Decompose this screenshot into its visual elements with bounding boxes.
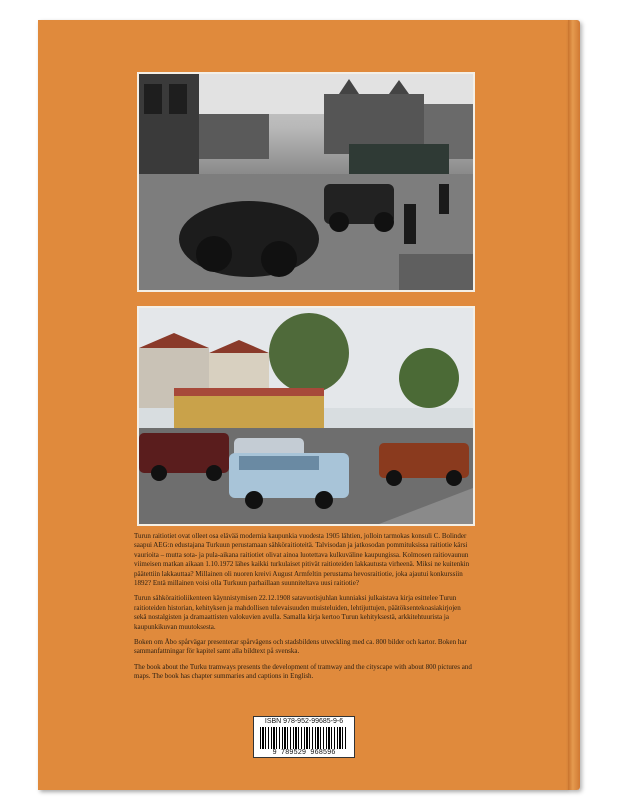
finnish-paragraph-2: Turun sähköraitioliikenteen käynnistymisen 22.12.1908 satavuotisjuhlan kunniaksi julkaistava kirja esittelee Turun raitioteiden historian, kehityksen ja mahdollisen tulevaisuuden muisteluiden, lehtijuttujen, päätöksentekoasiakirjojen sekä nostalgisten ja dramaattisten valokuvien avulla. Samalla kirja kertoo Turun kehityksestä, arkkitehtuurista ja kaupunkikuvan muutoksesta. [134, 594, 461, 631]
isbn-barcode [253, 716, 355, 758]
english-paragraph: The book about the Turku tramways presents the development of tramway and the cityscape with about 800 pictures and maps. The book has chapter summaries and captions in English. [134, 662, 472, 681]
swedish-paragraph: Boken om Åbo spårvägar presenterar spårvägens och stadsbildens utveckling med ca. 800 bilder och kartor. Boken har sammanfattningar för kapitel samt alla bildtext på svenska. [134, 638, 467, 656]
barcode-number: 9 789529 968596 [254, 749, 354, 757]
colour-photo-illustration [139, 308, 473, 524]
historic-bw-street-photo [137, 72, 475, 292]
isbn-label: ISBN 978-952-99685-9-6 [264, 718, 344, 725]
bw-photo-illustration [139, 74, 473, 290]
book-spine-edge [568, 20, 580, 790]
colour-street-tram-photo [137, 306, 475, 526]
finnish-paragraph-1: Turun raitiotiet ovat olleet osa elävää modernia kaupunkia vuodesta 1905 lähtien, jolloin tarmokas konsuli C. Bolinder saapui AEG:n edustajana Turkuun perustamaan sähköraitioteitä. Talvisodan ja jatkosodan pommituksissa raitiotie kärsi vaurioita – mutta sota- ja pula-aikana raitiotiet olivat ainoa luotettava kulkuväline kaupungissa. Kolmosen raitiovaunun viimeisen matkan aikaan 1.10.1972 lähes kaikki turkulaiset pitivät raitioteiden lakkautusta virheenä. Miksi ne kuitenkin päätettiin lakkauttaa? Millainen oli nuoren kreivi August Armfeltin perustama hevosraitiotie, joka ajautui konkurssiin 1892? Entä millainen voisi olla Turkuun parhaillaan suunniteltava uusi raitiotie? [134, 532, 470, 588]
back-cover-description [134, 532, 474, 688]
barcode-bars [260, 727, 348, 749]
